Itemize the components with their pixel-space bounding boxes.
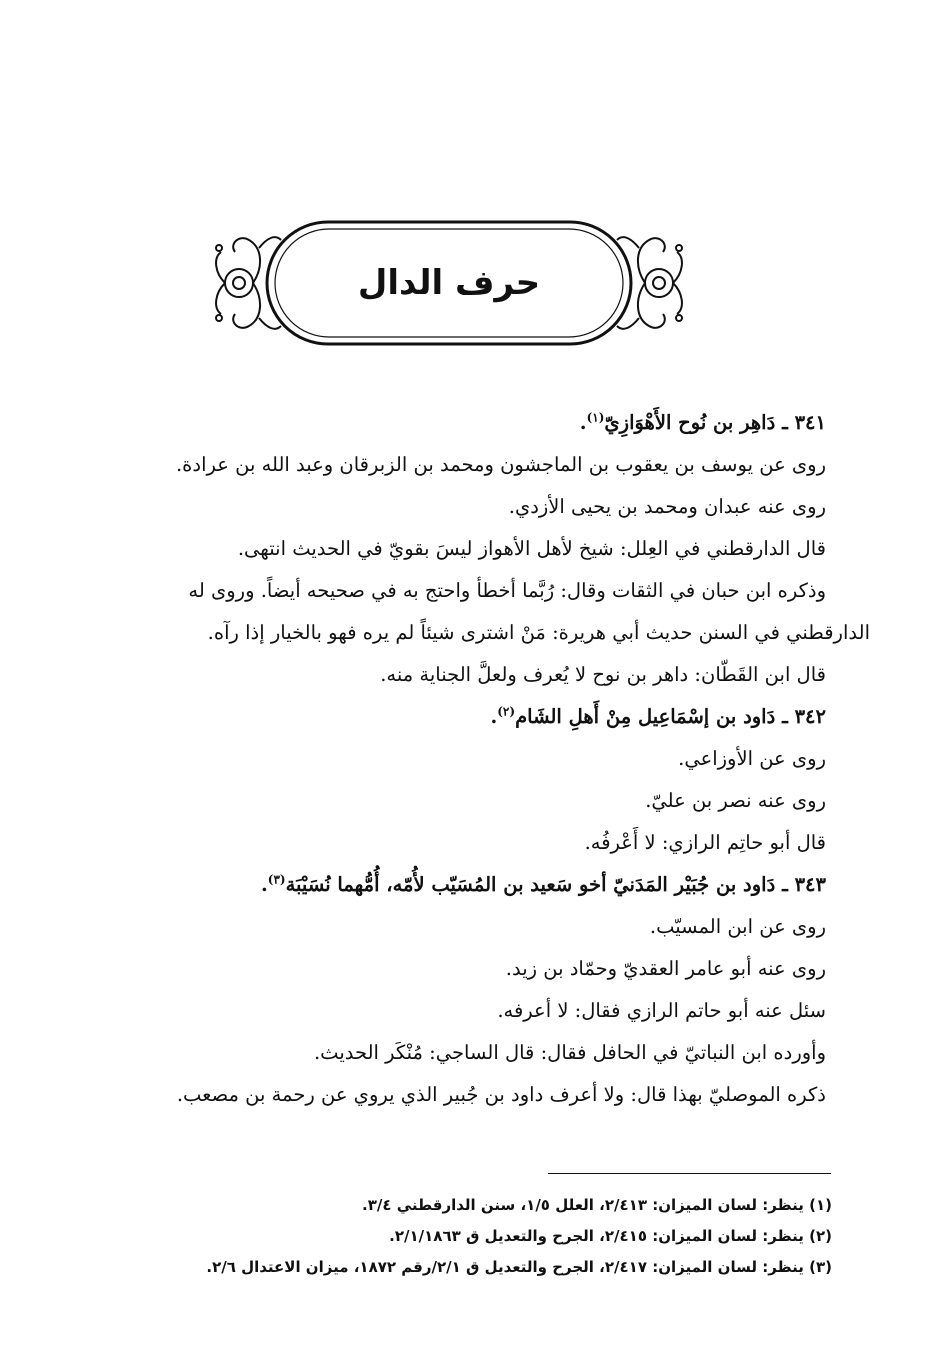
entry-heading	[70, 864, 826, 906]
entry-line: ذكره الموصليّ بهذا قال: ولا أعرف داود بن جُبير الذي يروي عن رحمة بن مصعب.	[176, 1083, 826, 1106]
entry-name: دَاود بن إسْمَاعِيل مِنْ أَهلِ الشَام	[515, 705, 776, 728]
entry-heading	[70, 696, 826, 738]
entry-line: قال ابن القَطّان: داهر بن نوح لا يُعرف ولعلَّ الجناية منه.	[380, 663, 826, 686]
footnote: (٣) ينظر: لسان الميزان: ٢/٤١٧، الجرح والتعديل ق ٢/١/رقم ١٨٧٢، ميزان الاعتدال ٢/٦.	[206, 1258, 832, 1276]
entry-341	[70, 402, 870, 696]
entry-line: روى عن الأوزاعي.	[678, 747, 826, 770]
entry-heading-end: .	[579, 411, 587, 434]
footnote-ref: (١)	[586, 410, 605, 425]
entry-number: ٣٤٢ ـ	[782, 705, 826, 728]
entry-line: روى عن ابن المسيّب.	[649, 915, 826, 938]
footnote-ref: (٢)	[497, 704, 516, 719]
footnote: (١) ينظر: لسان الميزان: ٢/٤١٣، العلل ١/٥، سنن الدارقطني ٣/٤.	[361, 1196, 832, 1214]
entry-heading-end: .	[490, 705, 498, 728]
chapter-title: حرف الدال	[357, 263, 541, 303]
entry-line: وأورده ابن النباتيّ في الحافل فقال: قال الساجي: مُنْكَر الحديث.	[313, 1041, 826, 1064]
entry-343	[70, 864, 826, 1116]
entry-line: الدارقطني في السنن حديث أبي هريرة: مَنْ اشترى شيئاً لم يره فهو بالخيار إذا رآه.	[207, 621, 870, 644]
footnote: (٢) ينظر: لسان الميزان: ٢/٤١٥، الجرح والتعديل ق ٢/١/١٨٦٣.	[389, 1227, 832, 1245]
entry-line: سئل عنه أبو حاتم الرازي فقال: لا أعرفه.	[497, 999, 826, 1022]
entry-line: قال الدارقطني في العِلل: شيخ لأهل الأهواز ليسَ بقويّ في الحديث انتهى.	[237, 537, 826, 560]
entry-342	[70, 696, 826, 864]
entry-line: روى عنه نصر بن عليّ.	[645, 789, 826, 812]
entry-heading	[70, 402, 826, 444]
footnotes	[120, 1190, 832, 1283]
entry-line: قال أبو حاتِم الرازي: لا أَعْرفُه.	[584, 831, 826, 854]
entry-number: ٣٤١ ـ	[782, 411, 826, 434]
entry-name: دَاهِر بن نُوح الأَهْوَازِيّ	[604, 411, 776, 434]
entry-line: روى عن يوسف بن يعقوب بن الماجشون ومحمد بن الزبرقان وعبد الله بن عرادة.	[175, 453, 826, 476]
entry-number: ٣٤٣ ـ	[782, 873, 826, 896]
footnote-divider	[548, 1173, 831, 1174]
entry-line: وذكره ابن حبان في الثقات وقال: رُبَّما أخطأ واحتج به في صحيحه أيضاً. وروى له	[188, 579, 826, 602]
chapter-header-frame	[205, 218, 693, 348]
entry-line: روى عنه أبو عامر العقديّ وحمّاد بن زيد.	[505, 957, 826, 980]
entry-heading-end: .	[260, 873, 268, 896]
body-text	[70, 402, 870, 1116]
entry-name: دَاود بن جُبَيْر المَدَنيّ أخو سَعيد بن المُسَيّب لأُمّه، أُمُّهما نُسَيْبَة	[285, 873, 776, 896]
entry-line: روى عنه عبدان ومحمد بن يحيى الأزدي.	[508, 495, 826, 518]
footnote-ref: (٣)	[267, 872, 286, 887]
